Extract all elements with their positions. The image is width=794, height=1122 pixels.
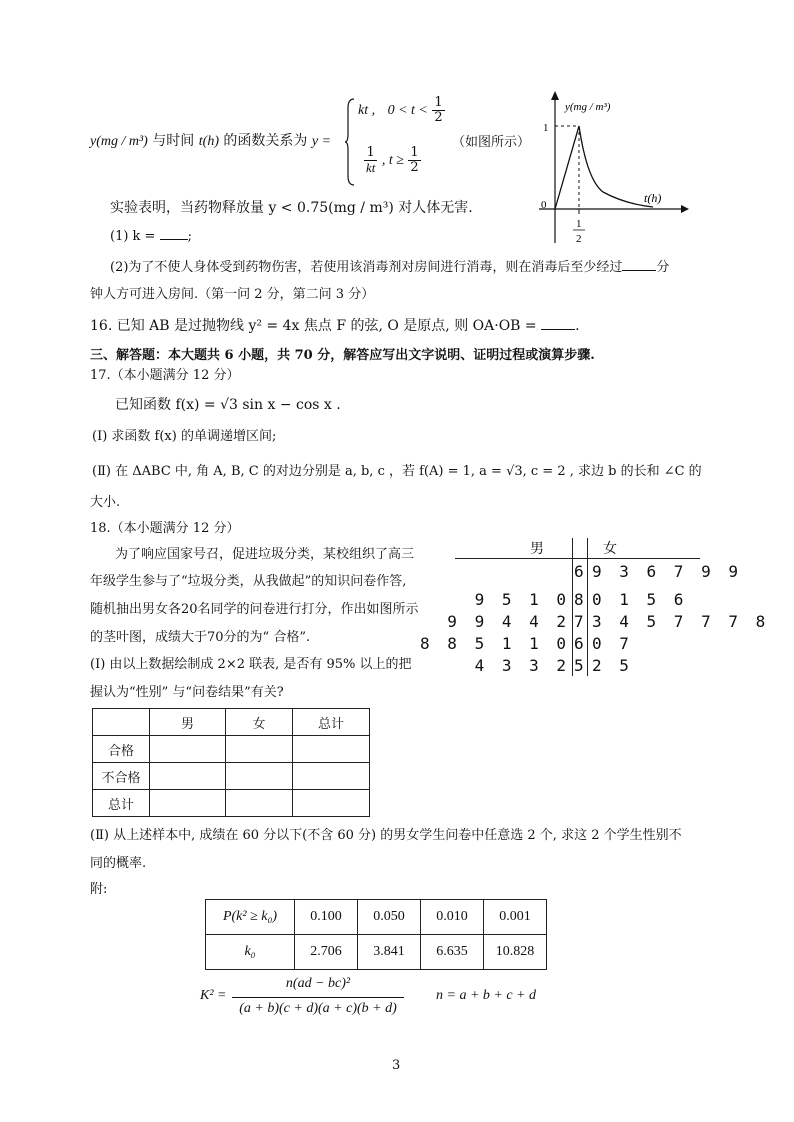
- table-row: [93, 763, 370, 790]
- table-row: [206, 935, 547, 970]
- q16-end: .: [575, 318, 580, 334]
- table-cell: 0.001: [484, 900, 547, 935]
- stem-value: 8: [574, 590, 588, 609]
- stem-leaf-male-header: 男: [530, 541, 544, 557]
- stem-value: 7: [574, 612, 588, 631]
- male-leaves: 4 3 3 2: [474, 656, 570, 675]
- q15-part1: [110, 229, 192, 244]
- stem-divider-left: [572, 538, 573, 676]
- formula-numerator: n(ad − bc)²: [285, 976, 351, 991]
- answer-blank: [160, 239, 188, 240]
- q15-case2: [364, 146, 421, 174]
- q15-case1-cond: 0 < t <: [387, 103, 428, 119]
- table-cell: 3.841: [358, 935, 421, 970]
- q15-case2-cond: , t ≥: [381, 153, 404, 169]
- frac-den: kt: [366, 159, 376, 175]
- stem-leaf-female-header: 女: [603, 541, 617, 557]
- q15-text-a: 与时间: [147, 133, 199, 149]
- q15-part2-text: (2)为了不使人身体受到药物伤害，若使用该消毒剂对房间进行消毒，则在消毒后至少经过: [110, 260, 623, 275]
- y-axis-arrow: [551, 91, 559, 100]
- table-row: [206, 900, 547, 935]
- q15-case2-cfrac: [408, 146, 420, 174]
- q17-part2-line2: 大小.: [90, 495, 121, 510]
- female-leaves: 3 4 5 7 7 7 8: [592, 612, 770, 631]
- stem-leaf-plot: [420, 538, 770, 678]
- male-leaves: 9 9 4 4 2: [447, 612, 570, 631]
- q15-y-eq: y =: [311, 134, 332, 149]
- q17-part2: (Ⅱ) 在 ΔABC 中, 角 A, B, C 的对边分别是 a, b, c ，若 f(A) = 1, a = √3, c = 2 , 求边 b 的长和 ∠C 的: [92, 464, 702, 479]
- table-header: 男: [150, 709, 226, 736]
- decay-curve: [579, 126, 653, 207]
- formula-lhs: K² =: [200, 988, 227, 1003]
- male-leaves: 8 8 5 1 1 0: [420, 634, 570, 653]
- q18-para-line: 的茎叶图，成绩大于70分的为“ 合格”.: [90, 630, 311, 645]
- table-cell: 0.050: [358, 900, 421, 935]
- table-header: 总计: [293, 709, 370, 736]
- graph-xlabel: t(h): [644, 191, 662, 205]
- q18-para-line: 年级学生参与了“垃圾分类，从我做起”的知识问卷作答,: [90, 574, 407, 589]
- female-leaves: 9 3 6 7 9 9: [592, 562, 742, 581]
- table-row-label: P(k² ≥ k₀): [206, 900, 295, 935]
- contingency-table: [92, 708, 370, 817]
- table-row-label: 合格: [93, 736, 150, 763]
- q18-para-line: 随机抽出男女各20名同学的问卷进行打分，作出如图所示: [90, 602, 419, 617]
- answer-blank: [541, 329, 575, 330]
- stem-value: 6: [574, 634, 588, 653]
- rising-segment: [555, 126, 579, 209]
- graph-xtick-num: 1: [576, 218, 582, 230]
- q18-appendix: 附:: [90, 882, 108, 897]
- table-cell: [93, 709, 150, 736]
- table-cell: [226, 790, 293, 817]
- q16-text: 16. 已知 AB 是过抛物线 y² = 4x 焦点 F 的弦, O 是原点, 则 OA·OB =: [90, 318, 537, 334]
- q15-part2: [110, 256, 669, 275]
- stem-value: 6: [574, 562, 588, 581]
- formula-n-definition: n = a + b + c + d: [436, 988, 537, 1003]
- q15-case2-frac: [364, 146, 377, 174]
- table-cell: [293, 736, 370, 763]
- female-leaves: 0 1 5 6: [592, 590, 688, 609]
- female-leaves: 0 7: [592, 634, 633, 653]
- q15-case1-expr: kt ,: [358, 103, 376, 119]
- q18-part2-line2: 同的概率.: [90, 856, 147, 871]
- formula-fraction-bar: [232, 997, 404, 998]
- stem-value: 5: [574, 656, 588, 675]
- answer-blank: [622, 270, 656, 271]
- table-cell: [293, 790, 370, 817]
- piecewise-brace: [345, 98, 355, 186]
- table-header: 女: [226, 709, 293, 736]
- table-cell: [226, 736, 293, 763]
- q18-part2: (Ⅱ) 从上述样本中, 成绩在 60 分以下(不含 60 分) 的男女学生问卷中任意选 2 个, 求这 2 个学生性别不: [90, 828, 682, 843]
- table-row: [93, 709, 370, 736]
- q15-part2-end: 分: [656, 260, 670, 275]
- q15-case1: [358, 96, 445, 124]
- q15-figure-note: （如图所示）: [452, 135, 531, 150]
- q15-case1-frac: [432, 96, 444, 124]
- table-row-label: 总计: [93, 790, 150, 817]
- q15-text-b: 的函数关系为: [218, 133, 312, 149]
- q17-header: 17.（本小题满分 12 分）: [90, 368, 240, 383]
- table-cell: 10.828: [484, 935, 547, 970]
- graph-ylabel: y(mg / m³): [565, 101, 611, 113]
- q18-part1-line: 握认为“性别” 与“问卷结果”有关?: [90, 685, 284, 700]
- frac-num: 1: [364, 146, 377, 161]
- graph-ytick: 1: [543, 122, 549, 134]
- frac-num: 1: [434, 95, 443, 110]
- critical-value-table: [205, 899, 547, 970]
- formula-denominator: (a + b)(c + d)(a + c)(b + d): [239, 1001, 397, 1016]
- graph-xtick-den: 2: [576, 233, 582, 245]
- graph-origin: 0: [541, 199, 547, 211]
- q18-header: 18.（本小题满分 12 分）: [90, 521, 240, 536]
- q18-part1-line: (Ⅰ) 由以上数据绘制成 2×2 联表, 是否有 95% 以上的把: [90, 657, 412, 672]
- frac-num: 1: [410, 145, 419, 160]
- stem-leaf-header-rule: [455, 558, 700, 559]
- table-cell: 0.010: [421, 900, 484, 935]
- q15-y-unit: y(mg / m³): [90, 134, 148, 149]
- table-row-label: k₀: [206, 935, 295, 970]
- x-axis-arrow: [681, 205, 689, 213]
- q15-t-unit: t(h): [198, 134, 219, 149]
- table-cell: [150, 790, 226, 817]
- table-cell: [226, 763, 293, 790]
- table-row-label: 不合格: [93, 763, 150, 790]
- q15-part1-end: ;: [187, 229, 192, 244]
- male-leaves: 9 5 1 0: [474, 590, 570, 609]
- page-number: 3: [392, 1058, 401, 1073]
- table-cell: 0.100: [295, 900, 358, 935]
- table-cell: [293, 763, 370, 790]
- q15-part1-label: (1) k =: [110, 229, 156, 244]
- section-3-heading: 三、解答题：本大题共 6 小题，共 70 分，解答应写出文字说明、证明过程或演算步骤.: [90, 348, 595, 363]
- q15-experiment: 实验表明，当药物释放量 y < 0.75(mg / m³) 对人体无害.: [110, 200, 473, 216]
- q16: [90, 315, 580, 335]
- q15-part2-line2: 钟人方可进入房间.（第一问 2 分，第二问 3 分）: [90, 287, 375, 302]
- female-leaves: 2 5: [592, 656, 633, 675]
- table-cell: 6.635: [421, 935, 484, 970]
- table-cell: [150, 763, 226, 790]
- table-cell: 2.706: [295, 935, 358, 970]
- frac-den: 2: [410, 159, 419, 175]
- q15-function-intro: [90, 130, 331, 150]
- frac-den: 2: [434, 109, 443, 125]
- q17-given: 已知函数 f(x) = √3 sin x − cos x .: [115, 397, 341, 413]
- q17-part1: (Ⅰ) 求函数 f(x) 的单调递增区间;: [92, 429, 277, 444]
- table-row: [93, 736, 370, 763]
- q18-para-line: 为了响应国家号召，促进垃圾分类，某校组织了高三: [115, 547, 415, 562]
- decay-graph: [525, 88, 695, 250]
- table-row: [93, 790, 370, 817]
- table-cell: [150, 736, 226, 763]
